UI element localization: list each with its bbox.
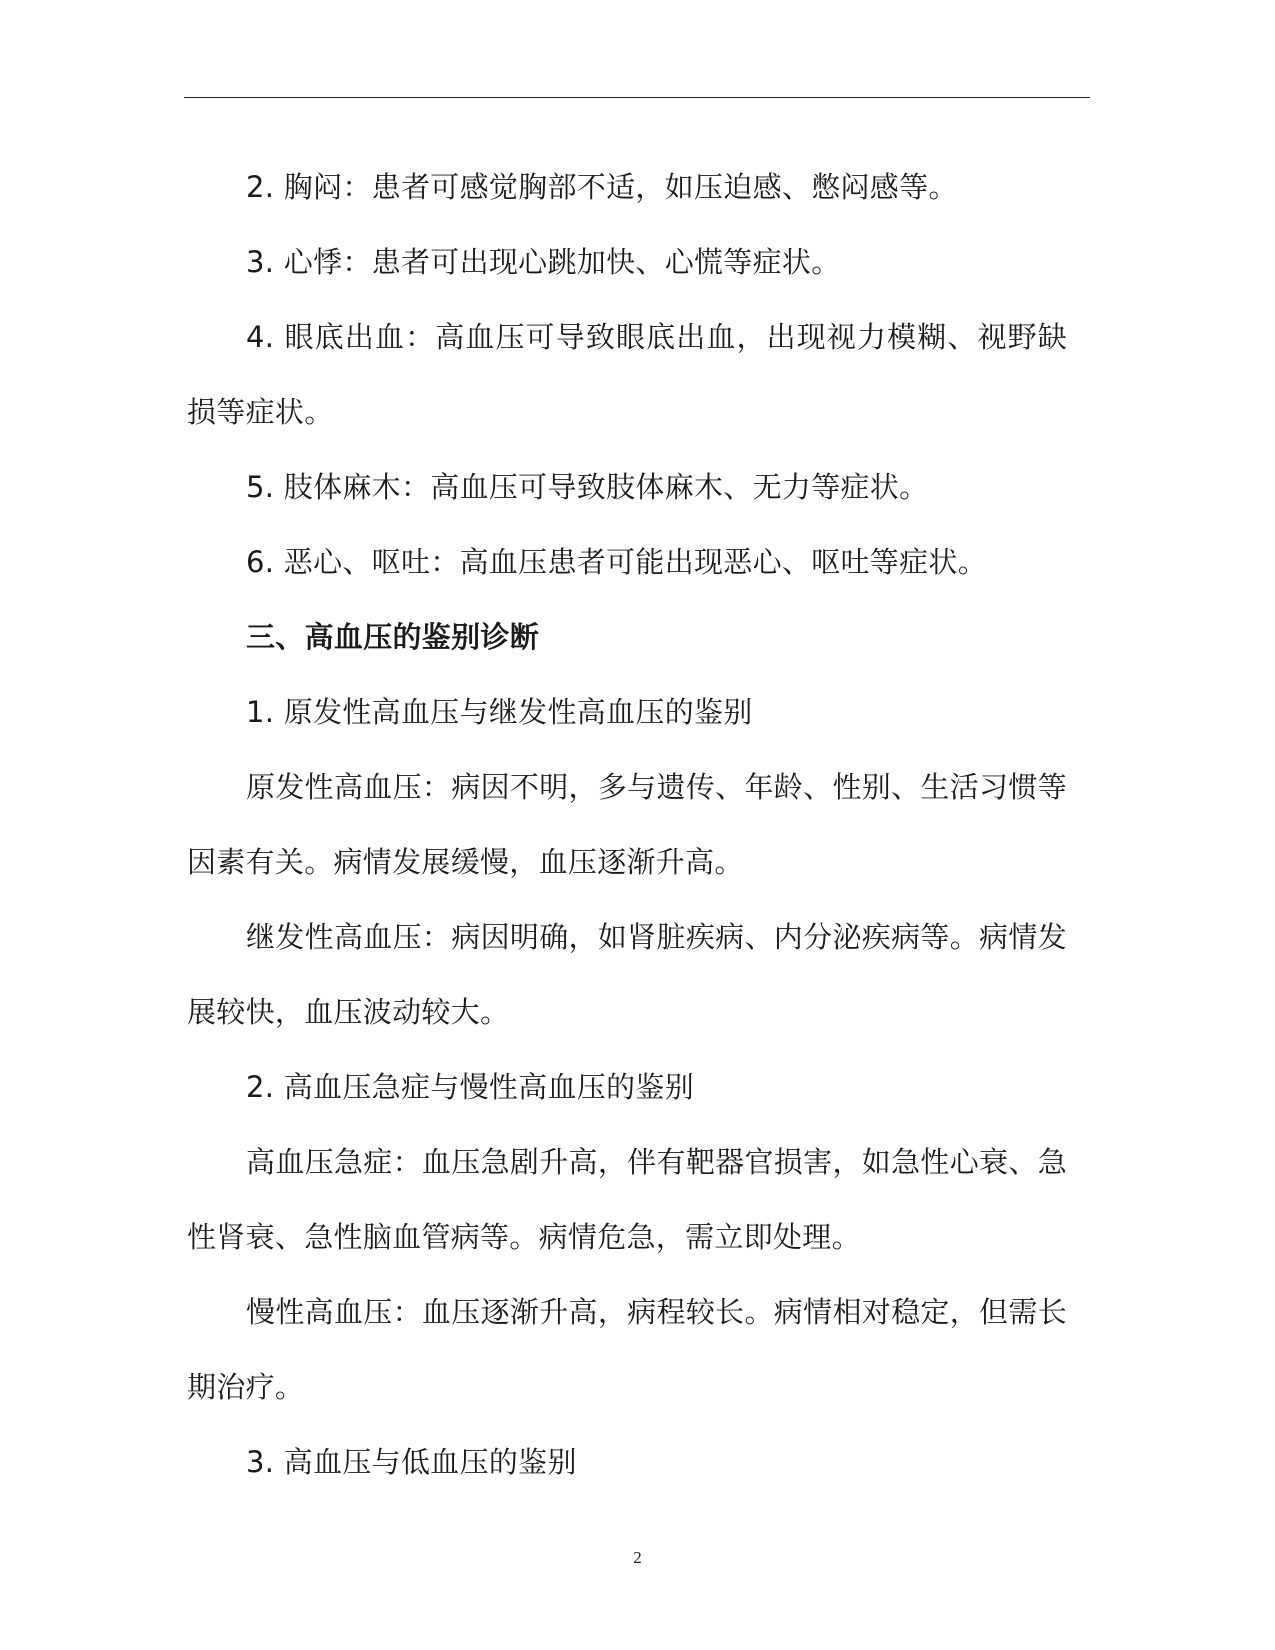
header-rule: [184, 97, 1090, 98]
paragraph-chronic-hypertension: 慢性高血压：血压逐渐升高，病程较长。病情相对稳定，但需长期治疗。: [187, 1295, 1067, 1404]
paragraph-secondary-hypertension: 继发性高血压：病因明确，如肾脏疾病、内分泌疾病等。病情发展较快，血压波动较大。: [187, 920, 1067, 1029]
section-heading-differential-diagnosis: 三、高血压的鉴别诊断: [246, 620, 540, 654]
subheading-primary-vs-secondary: 1. 原发性高血压与继发性高血压的鉴别: [246, 695, 753, 729]
paragraph-palpitations: 3. 心悸：患者可出现心跳加快、心慌等症状。: [246, 245, 841, 279]
paragraph-primary-hypertension: 原发性高血压：病因不明，多与遗传、年龄、性别、生活习惯等因素有关。病情发展缓慢，血压逐渐升高。: [187, 770, 1067, 879]
page-number: 2: [633, 1548, 642, 1567]
document-body: [187, 150, 1067, 1500]
subheading-emergency-vs-chronic: 2. 高血压急症与慢性高血压的鉴别: [246, 1070, 694, 1104]
paragraph-fundus-hemorrhage: 4. 眼底出血：高血压可导致眼底出血，出现视力模糊、视野缺损等症状。: [187, 320, 1067, 429]
paragraph-hypertensive-emergency: 高血压急症：血压急剧升高，伴有靶器官损害，如急性心衰、急性肾衰、急性脑血管病等。病情危急，需立即处理。: [187, 1145, 1067, 1254]
paragraph-chest-tightness: 2. 胸闷：患者可感觉胸部不适，如压迫感、憋闷感等。: [246, 170, 958, 204]
subheading-high-vs-low-pressure: 3. 高血压与低血压的鉴别: [246, 1445, 577, 1479]
paragraph-nausea-vomiting: 6. 恶心、呕吐：高血压患者可能出现恶心、呕吐等症状。: [246, 545, 987, 579]
paragraph-limb-numbness: 5. 肢体麻木：高血压可导致肢体麻木、无力等症状。: [246, 470, 929, 504]
